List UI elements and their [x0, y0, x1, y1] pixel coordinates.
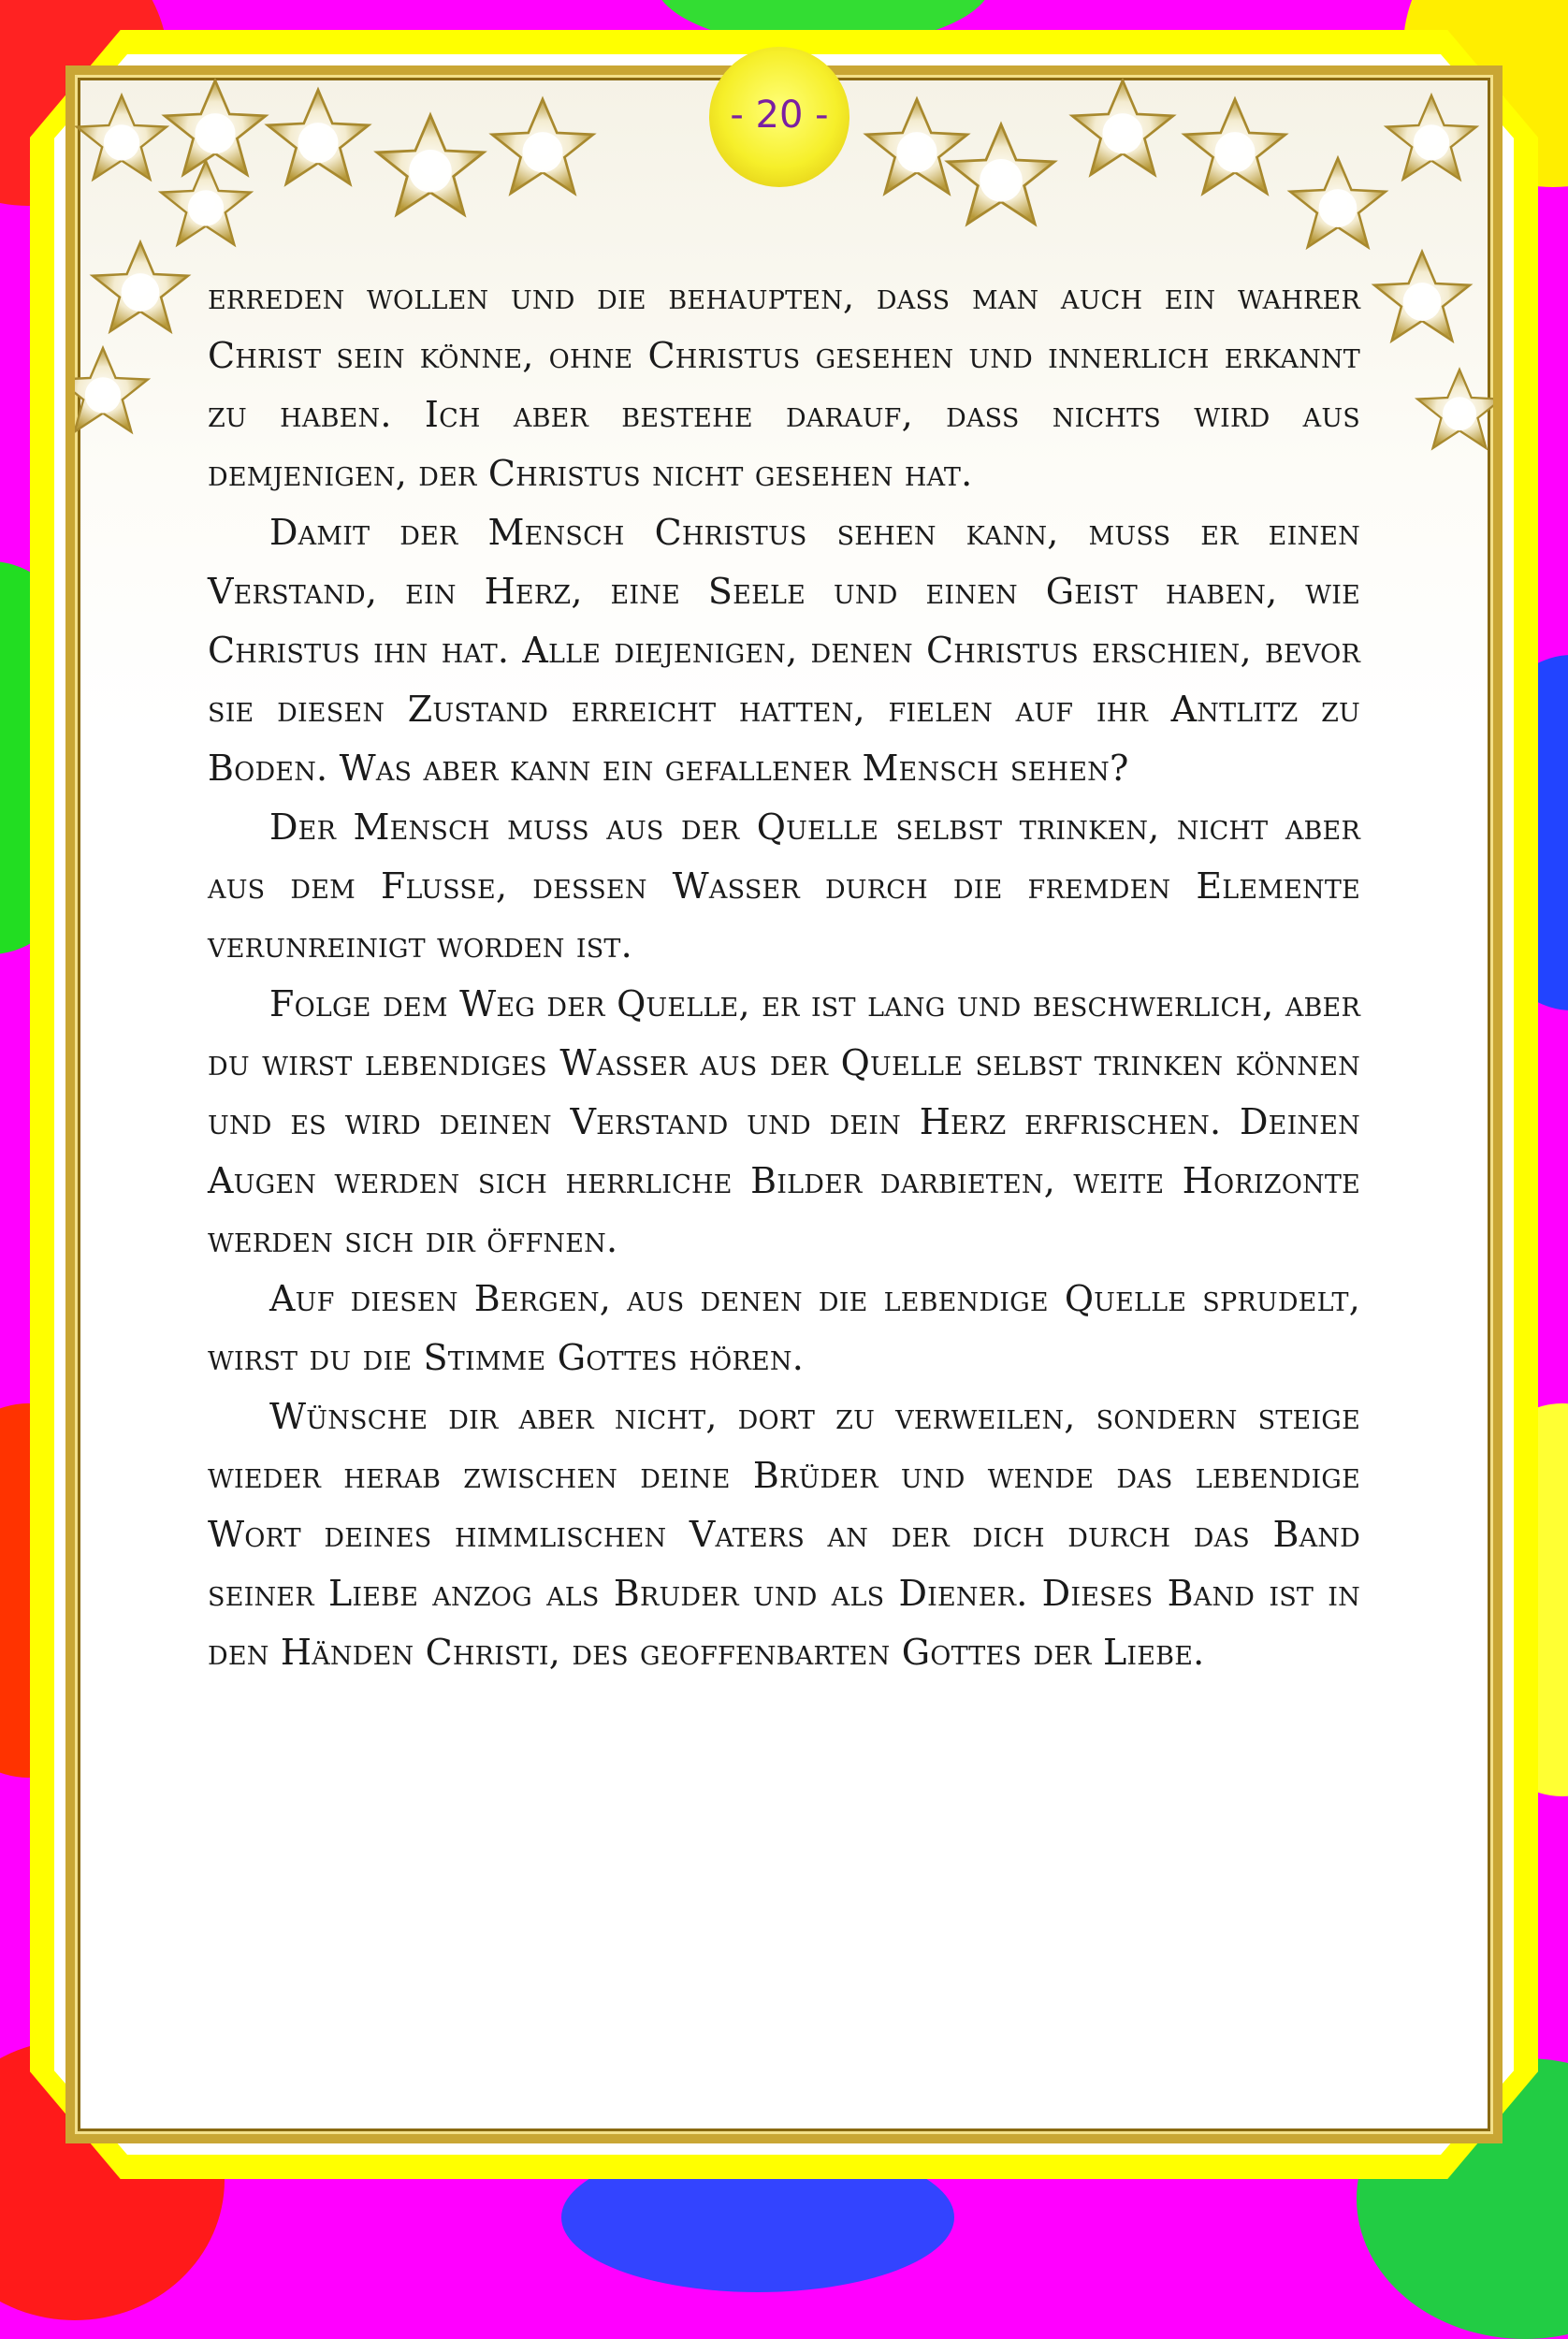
star-icon — [866, 99, 967, 194]
page-number-badge — [709, 47, 849, 187]
star-icon — [1072, 80, 1173, 175]
star-icon — [1374, 252, 1470, 341]
paragraph: Auf diesen Bergen, aus denen die lebendige Quelle sprudelt, wirst du die Stimme Gottes hören. — [208, 1278, 1360, 1378]
body-text — [208, 268, 1360, 1682]
star-icon — [1387, 95, 1476, 180]
star-icon — [77, 95, 167, 180]
star-icon — [161, 161, 251, 245]
paragraph: Wünsche dir aber nicht, dort zu verweilen, sondern steige wieder herab zwischen deine Brüder und wende das lebendige Wort deines himmlischen Vaters an der dich durch das Band seiner Liebe anzog als Bruder und als Diener. Dieses Band ist in den Händen Christi, des geoffenbarten Gottes der Liebe. — [208, 1396, 1360, 1673]
star-icon — [1290, 158, 1386, 247]
paragraph: Damit der Mensch Christus sehen kann, muss er einen Verstand, ein Herz, eine Seele und einen Geist haben, wie Christus ihn hat. Alle diejenigen, denen Christus erschien, bevor sie diesen Zustand erreicht hatten, fielen auf ihr Antlitz zu Boden. Was aber kann ein gefallener Mensch sehen? — [208, 512, 1360, 789]
page-number: - 20 - — [730, 94, 829, 137]
star-icon — [75, 348, 148, 432]
star-icon — [377, 115, 484, 214]
star-icon — [268, 90, 369, 184]
star-icon — [1417, 370, 1493, 448]
star-icon — [1184, 99, 1285, 194]
star-icon — [165, 80, 266, 175]
star-icon — [93, 242, 188, 331]
star-icon — [492, 99, 593, 194]
paragraph: erreden wollen und die behaupten, dass man auch ein wahrer Christ sein könne, ohne Christus gesehen und innerlich erkannt zu haben. Ich aber bestehe darauf, dass nichts wird aus demjenigen, der Christus nicht gesehen hat. — [208, 276, 1360, 494]
star-icon — [948, 124, 1054, 224]
paragraph: Folge dem Weg der Quelle, er ist lang und beschwerlich, aber du wirst lebendiges Wasser aus der Quelle selbst trinken können und es wird deinen Verstand und dein Herz erfrischen. Deinen Augen werden sich herrliche Bilder darbieten, weite Horizonte werden sich dir öffnen. — [208, 983, 1360, 1260]
paragraph: Der Mensch muss aus der Quelle selbst trinken, nicht aber aus dem Flusse, dessen Wasser durch die fremden Elemente verunreinigt worden ist. — [208, 806, 1360, 966]
